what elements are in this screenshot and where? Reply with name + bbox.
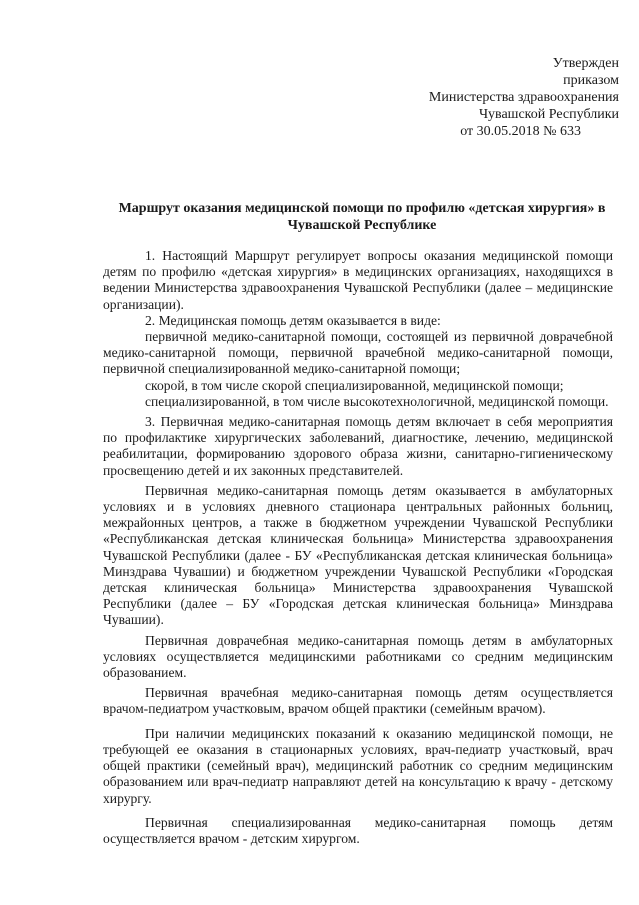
approval-line: Чувашской Республики <box>478 107 619 122</box>
document-body <box>103 248 613 847</box>
paragraph: 2. Медицинская помощь детям оказывается в виде: <box>145 312 441 328</box>
paragraph: Первичная доврачебная медико-санитарная помощь детям в амбулаторных условиях осуществляется медицинскими работниками со средним медицинским образованием. <box>103 632 613 681</box>
document-title: Маршрут оказания медицинской помощи по профилю «детская хирургия» в Чувашской Республике <box>118 201 606 233</box>
approval-stamp <box>359 55 619 140</box>
paragraph: скорой, в том числе скорой специализированной, медицинской помощи; <box>145 377 564 393</box>
paragraph: первичной медико-санитарной помощи, состоящей из первичной доврачебной медико-санитарной помощи, первичной врачебной медико-санитарной помощи, первичной специализированной медико-санитарной помощи; <box>103 329 613 377</box>
paragraph: Первичная специализированная медико-санитарная помощь детям осуществляется врачом - детским хирургом. <box>103 814 613 846</box>
paragraph: Первичная врачебная медико-санитарная помощь детям осуществляется врачом-педиатром участковым, врачом общей практики (семейным врачом). <box>103 685 613 717</box>
approval-line: Утвержден <box>552 56 619 71</box>
approval-date: от 30.05.2018 № 633 <box>460 124 581 139</box>
approval-line: приказом <box>563 73 619 88</box>
approval-line: Министерства здравоохранения <box>428 90 619 105</box>
paragraph: 3. Первичная медико-санитарная помощь детям включает в себя мероприятия по профилактике хирургических заболеваний, диагностике, лечению, медицинской реабилитации, формированию здорового образа жизни, санитарно-гигиеническому просвещению детей и их законных представителей. <box>103 414 613 478</box>
paragraph: 1. Настоящий Маршрут регулирует вопросы оказания медицинской помощи детям по профилю «детская хирургия» в медицинских организациях, находящихся в ведении Министерства здравоохранения Чувашской Республики (далее – медицинские организации). <box>103 248 613 312</box>
paragraph: специализированной, в том числе высокотехнологичной, медицинской помощи. <box>145 393 609 409</box>
paragraph: Первичная медико-санитарная помощь детям оказывается в амбулаторных условиях и в условиях дневного стационара центральных районных больниц, межрайонных центров, а также в бюджетном учреждении Чувашской Республики «Республиканская детская клиническая больница» Министерства здравоохранения Чувашской Республики (далее - БУ «Республиканская детская клиническая больница» Минздрава Чувашии) и бюджетном учреждении Чувашской Республики «Городская детская клиническая больница» Министерства здравоохранения Чувашской Республики (далее – БУ «Городская детская клиническая больница» Минздрава Чувашии). <box>103 482 613 628</box>
paragraph: При наличии медицинских показаний к оказанию медицинской помощи, не требующей ее оказания в стационарных условиях, врач-педиатр участковый, врач общей практики (семейный врач), медицинский работник со средним медицинским образованием или врач-педиатр направляют детей на консультацию к врачу - детскому хирургу. <box>103 725 613 806</box>
